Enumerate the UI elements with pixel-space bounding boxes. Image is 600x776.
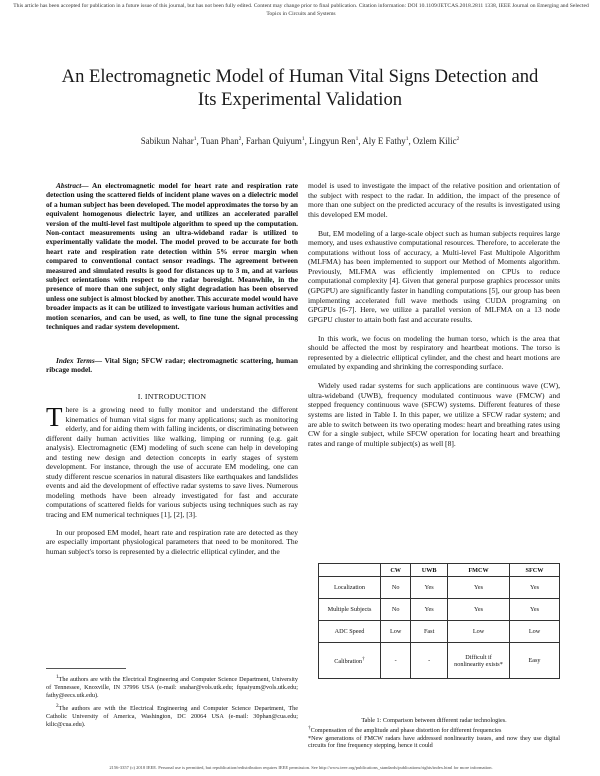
- abstract-label: Abstract—: [56, 181, 89, 190]
- copyright-footer: 2156-3357 (c) 2018 IEEE. Personal use is permitted, but republication/redistribution requires IEEE permission. See http://www.ieee.org/publications_standards/publications/rights/index.html for more information.: [109, 765, 493, 770]
- table-header-cell: FMCW: [448, 564, 510, 577]
- table-header-cell: [319, 564, 381, 577]
- table-cell: Yes: [448, 577, 510, 599]
- right-paragraph-3: In this work, we focus on modeling the human torso, which is the area that should be affected the most by respiratory and heartbeat motions. The torso is represented by a dielectric elliptical cylinder, and the chest and heart motions are emulated by expanding and shrinking the corresponding surface.: [308, 333, 560, 372]
- right-paragraph-2: But, EM modeling of a large-scale object such as human subjects requires large memory, and uses exhaustive computational resources. Therefore, to accelerate the computations without loss of accuracy, a Multi-level Fast Multipole Algorithm (MLFMA) has been implemented to support our Method of Moments algorithm. Previously, MLFMA was efficiently implemented on CPUs to reduce computational complexity [4]. Given that general purpose graphics processor units (GPGPU) are significantly faster in handling computations [5], our group has been implementing accelerated full wave methods using CUDA programing on GPGPUs [6-7]. Here, we utilize a parallel version of MLFMA on a 13 node GPGPU cluster to attain both fast and accurate results.: [308, 228, 560, 324]
- author-name: Tuan Phan: [200, 136, 239, 146]
- right-paragraph-1: model is used to investigate the impact of the relative position and orientation of the subject with respect to the radar. In addition, the impact of the presence of more than one subject on the predicted accuracy of the results is investigated using this developed EM model.: [308, 181, 560, 219]
- table-caption-block: [308, 717, 560, 750]
- table-cell: Yes: [448, 599, 510, 621]
- table-header-cell: CW: [381, 564, 411, 577]
- author-name: Aly E Fathy: [362, 136, 406, 146]
- table-cell: Fast: [411, 621, 448, 643]
- footnote-2: The authors are with the Electrical Engineering and Computer Science Department, The Catholic University of America, Washington, DC 20064 USA (e-mail: 30phan@cua.edu; kilic@cua.edu).: [46, 705, 298, 729]
- table-cell: Yes: [411, 599, 448, 621]
- author-name: Ozlem Kilic: [412, 136, 457, 146]
- introduction-body: [46, 402, 298, 556]
- index-terms: [46, 356, 298, 375]
- footnotes: $^1$The authors are with the Electrical Engineering and Computer Science Department, University of Tennessee, Knoxville, IN 37996 USA (e-mail: snahar@vols.utk.edu; fquaiyum@vols.utk.edu; fathy@eecs.utk.edu). $^2$The authors are with the Electrical Engineering and Computer Science Department, The Catholic University of America, Washington, DC 20064 USA (e-mail: 30phan@cua.edu; kilic@cua.edu).: [46, 674, 298, 729]
- table-row: [319, 599, 560, 621]
- table-row: [319, 621, 560, 643]
- table-header-cell: SFCW: [510, 564, 560, 577]
- section-heading-introduction: I. INTRODUCTION: [137, 392, 207, 401]
- table-cell: Yes: [510, 599, 560, 621]
- abstract: [46, 181, 298, 332]
- drop-cap: T: [46, 402, 63, 432]
- table-cell: Low: [448, 621, 510, 643]
- footnote-rule: [46, 668, 126, 669]
- table-cell: Calibration†: [319, 643, 381, 679]
- index-terms-text: Vital Sign; SFCW radar; electromagnetic scattering, human ribcage model.: [46, 356, 298, 375]
- table-cell: Yes: [411, 577, 448, 599]
- table-cell: ADC Speed: [319, 621, 381, 643]
- table-cell: Low: [381, 621, 411, 643]
- right-column-body: [308, 181, 560, 458]
- index-terms-label: Index Terms—: [56, 356, 103, 365]
- right-paragraph-4: Widely used radar systems for such applications are continuous wave (CW), ultra-wideband (UWB), frequency modulated continuous wave (FMCW) and stepped frequency continuous wave (SFCW) systems. Different features of these systems are listed in Table I. In this paper, we utilize a SFCW radar system; and are able to switch between its two operating modes: heart and breathing rates using CW for a single subject, while SFCW operation for locating heart and breathing rates and range of multiple subject(s) as well [8].: [308, 381, 560, 448]
- author-name: Lingyun Ren: [309, 136, 356, 146]
- table-caption: Table 1: Comparison between different radar technologies.: [361, 717, 507, 724]
- footnote-1: The authors are with the Electrical Engineering and Computer Science Department, University of Tennessee, Knoxville, IN 37996 USA (e-mail: snahar@vols.utk.edu; fquaiyum@vols.utk.edu; fathy@eecs.utk.edu).: [46, 676, 298, 700]
- table-cell: Localization: [319, 577, 381, 599]
- table-cell: No: [381, 599, 411, 621]
- author-list: Sabikun Nahar$^1$, Tuan Phan$^2$, Farhan Quiyum$^1$, Lingyun Ren$^1$, Aly E Fathy$^1$, Ozlem Kilic$^2$: [140, 136, 460, 146]
- table-cell: -: [411, 643, 448, 679]
- abstract-text: An electromagnetic model for heart rate and respiration rate detection using the scattered fields of incident plane waves on a dielectric model of a human subject has been developed. The model approximates the torso by an equivalent homogenous dielectric layer, and utilizes an accelerated parallel version of the multi-level fast multipole algorithm to speed up the computation. Non-contact measurements using an ultra-wideband radar is utilized to experimentally validate the model. The model proved to be accurate for both heart rate and respiration rate detection within 5% error margin when compared to conventional contact sensor readings. The agreement between measured and simulated results is good for distances up to 3 m, and at various subject orientations with respect to the radar boresight. Meanwhile, in the presence of more than one subject, only slight degradation has been observed unless one subject is almost blocked by another. This accurate model would have broader impacts as it can be utilized to investigate various human activities and motion scenarios, and can be used, as well, to fine tune the signal processing techniques and radar system development.: [46, 181, 298, 332]
- table-header-cell: UWB: [411, 564, 448, 577]
- table-cell: Easy: [510, 643, 560, 679]
- author-name: Sabikun Nahar: [140, 136, 194, 146]
- intro-paragraph-2: In our proposed EM model, heart rate and respiration rate are detected as they are especially important physiological parameters that need to be monitored. The human subject's torso is represented by a dielectric elliptical cylinder, and the: [46, 527, 298, 556]
- paper-title: An Electromagnetic Model of Human Vital Signs Detection and Its Experimental Validation: [61, 66, 539, 110]
- table-cell: Multiple Subjects: [319, 599, 381, 621]
- journal-banner: This article has been accepted for publication in a future issue of this journal, but has not been fully edited. Content may change prior to final publication. Citation information: DOI 10.1109/JETCAS.2018.2811 1338, IEEE Journal on Emerging and Selected Topics in Circuits and Systems: [13, 3, 589, 17]
- table-cell: -: [381, 643, 411, 679]
- table-cell: Difficult if nonlinearity exists*: [448, 643, 510, 679]
- table-note-2: *New generations of FMCW radars have addressed nonlinearity issues, and now they use digital circuits for fine frequency stepping, hence it could: [308, 734, 560, 750]
- table-row: [319, 577, 560, 599]
- table-row: [319, 643, 560, 679]
- author-name: Farhan Quiyum: [245, 136, 302, 146]
- table-cell: Yes: [510, 577, 560, 599]
- table-cell: No: [381, 577, 411, 599]
- radar-comparison-table: [318, 563, 560, 679]
- intro-paragraph-1: here is a growing need to fully monitor and understand the different kinematics of human vital signs for many applications; such as monitoring elderly, and for aiding them with falling incidents, or discriminating between different daily human activities like walking, limping or running (e.g. gait analysis). Electromagnetic (EM) modeling of such scene can help in developing and testing new design and detection concepts in early stages of system development. For instance, through the use of accurate EM modeling, one can study different rescue scenarios in natural disasters like earthquakes and landslides events and aid the development of effective radar systems to save lives. Numerous modeling methods have been already investigated for fast and accurate computations of scattered fields for various subjects using techniques such as ray tracing and EM numerical techniques [1], [2], [3].: [46, 405, 298, 520]
- table-header-row: [319, 564, 560, 577]
- table-cell: Low: [510, 621, 560, 643]
- table-note-1: †Compensation of the amplitude and phase distortion for different frequencies: [308, 724, 502, 734]
